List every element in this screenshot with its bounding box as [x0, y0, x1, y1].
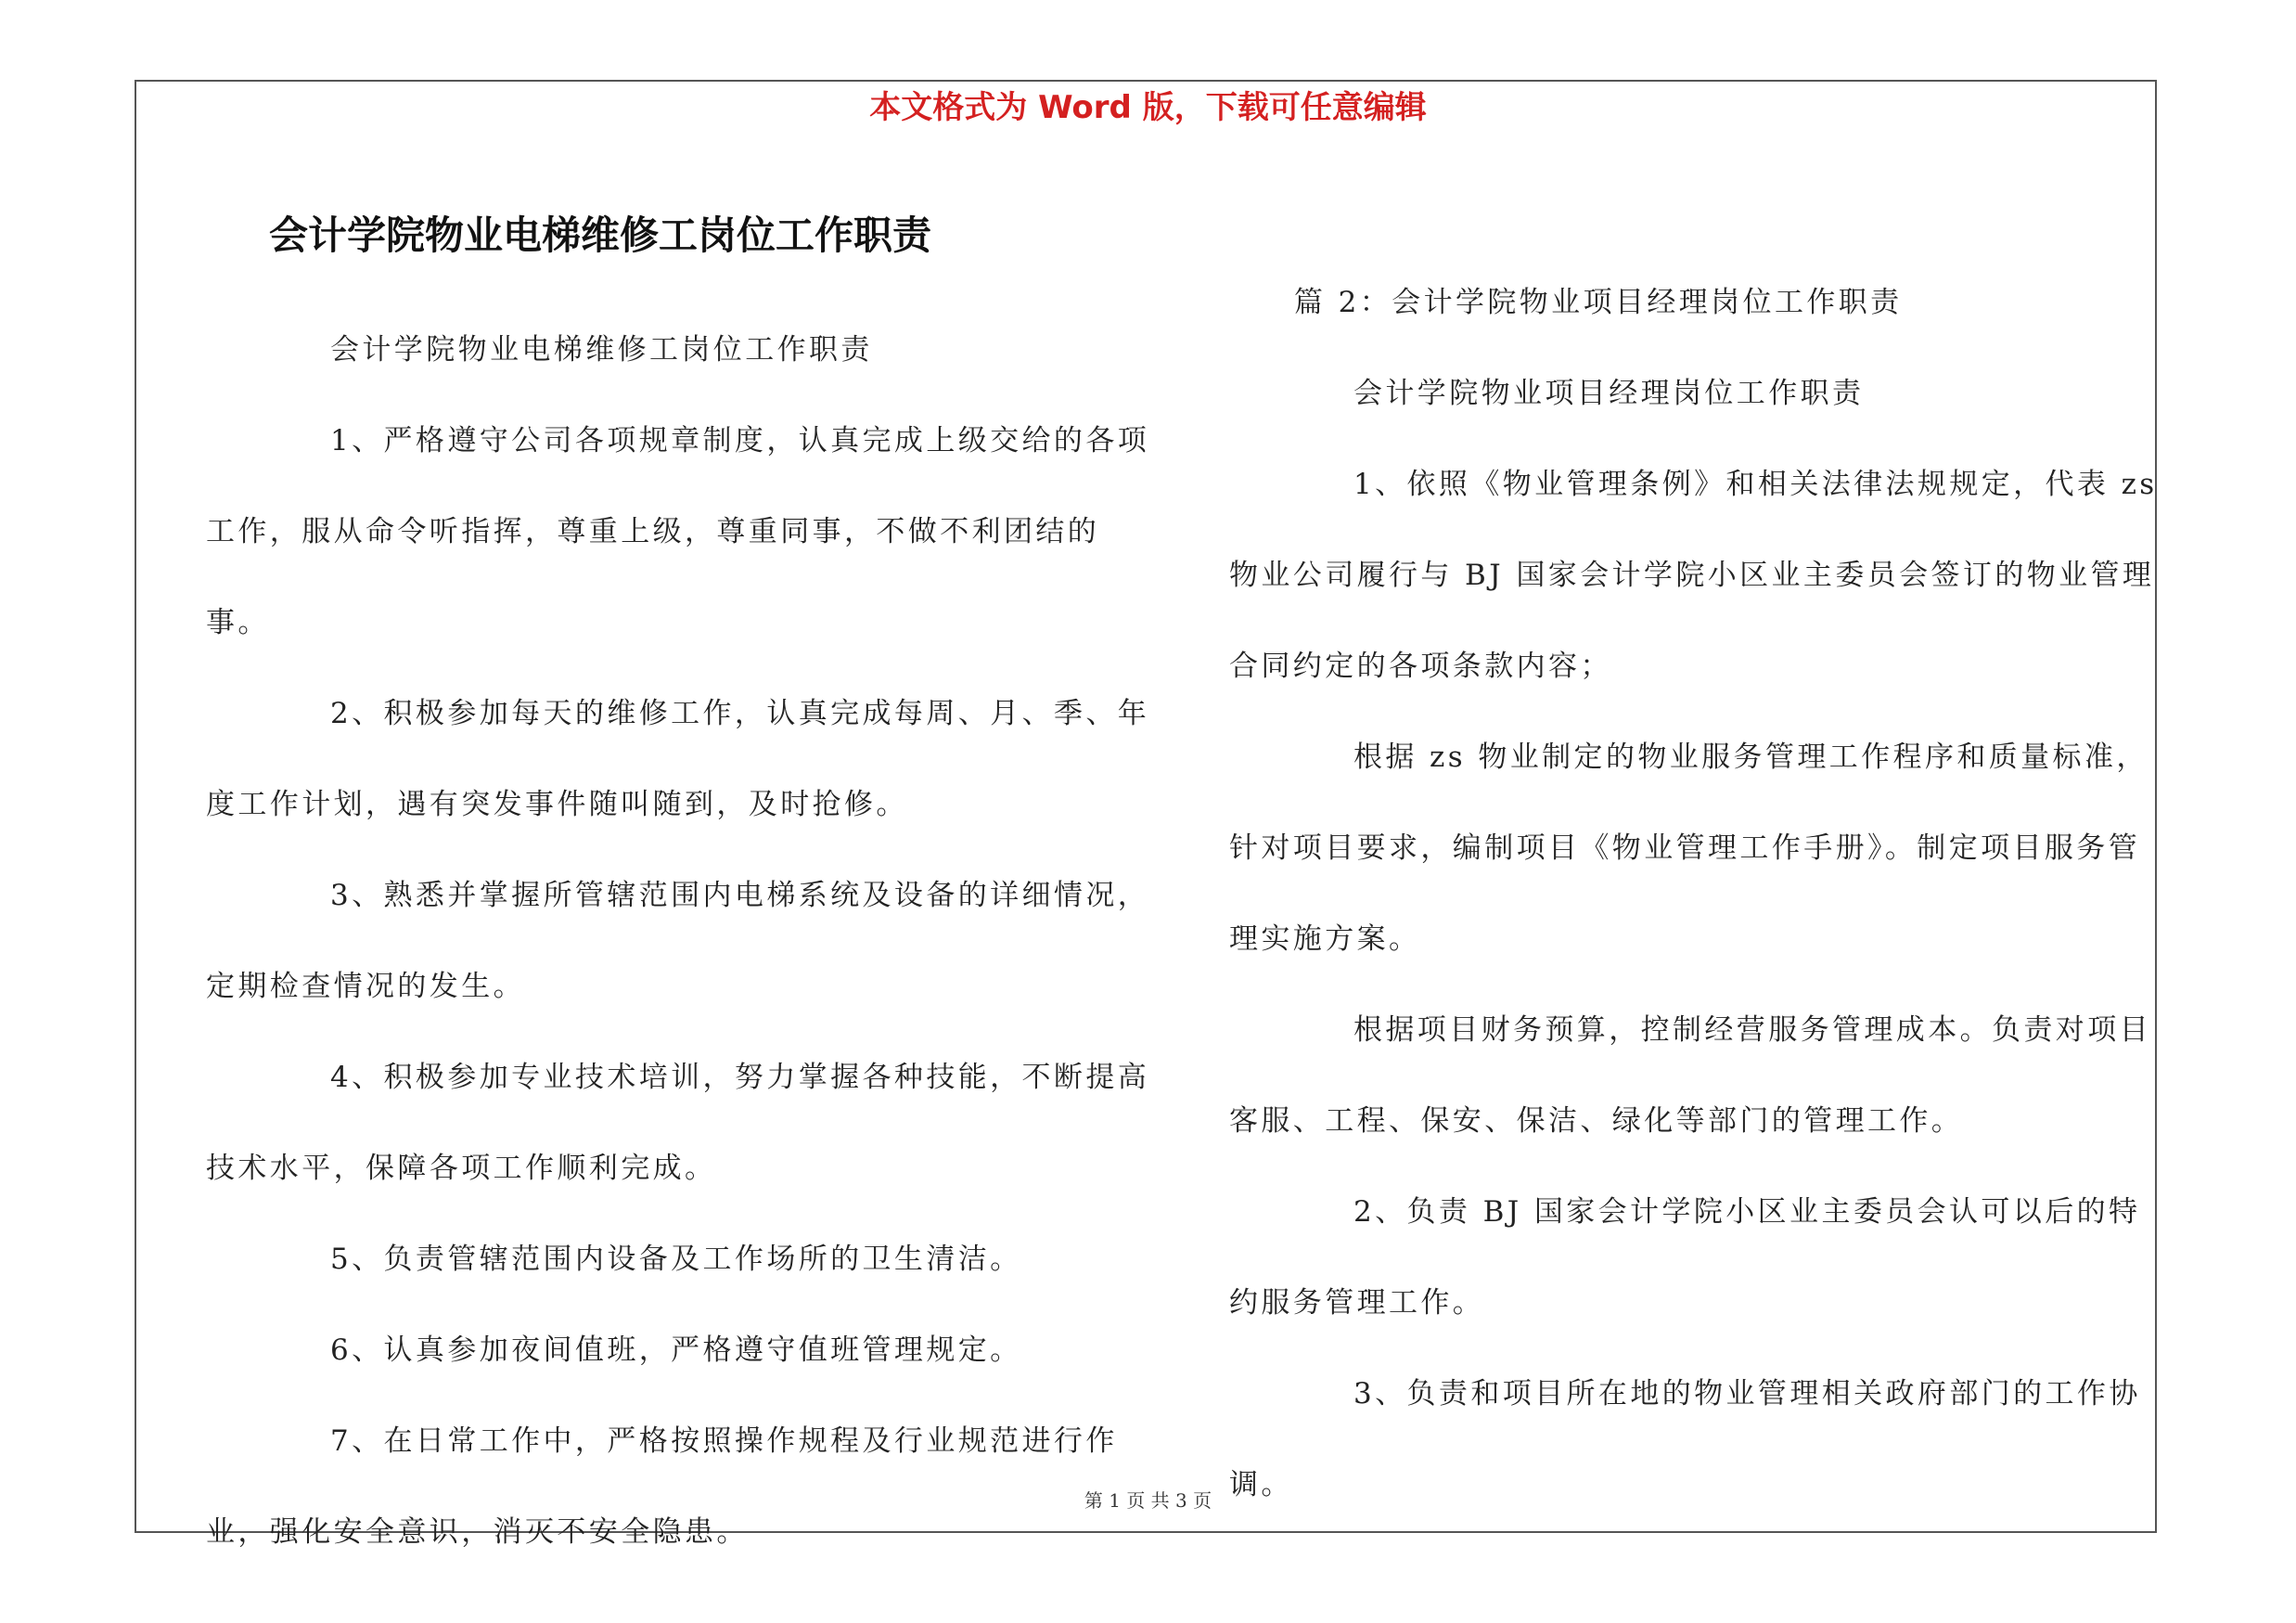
left-paragraph-7: 7、在日常工作中，严格按照操作规程及行业规范进行作业，强化安全意识，消灭不安全隐患。 — [206, 1424, 1118, 1549]
left-column — [206, 304, 1152, 1578]
right-column — [1229, 257, 2166, 1530]
right-paragraph-4: 2、负责 BJ 国家会计学院小区业主委员会认可以后的特约服务管理工作。 — [1229, 1195, 2141, 1320]
left-paragraph-2: 2、积极参加每天的维修工作，认真完成每周、月、季、年度工作计划，遇有突发事件随叫随到，及时抢修。 — [206, 697, 1150, 821]
left-paragraph-1: 1、严格遵守公司各项规章制度，认真完成上级交给的各项工作，服从命令听指挥，尊重上级，尊重同事，不做不利团结的事。 — [206, 424, 1150, 639]
right-paragraph-3: 根据项目财务预算，控制经营服务管理成本。负责对项目客服、工程、保安、保洁、绿化等部门的管理工作。 — [1229, 1013, 2151, 1138]
right-section-heading: 篇 2：会计学院物业项目经理岗位工作职责 — [1294, 286, 1903, 319]
format-notice-banner: 本文格式为 Word 版，下载可任意编辑 — [869, 89, 1427, 126]
right-paragraph-2: 根据 zs 物业制定的物业服务管理工作程序和质量标准，针对项目要求，编制项目《物业管理工作手册》。制定项目服务管理实施方案。 — [1229, 741, 2148, 956]
left-paragraph-6: 6、认真参加夜间值班，严格遵守值班管理规定。 — [330, 1333, 1022, 1367]
right-paragraph-1: 1、依照《物业管理条例》和相关法律法规规定，代表 zs 物业公司履行与 BJ 国家会计学院小区业主委员会签订的物业管理合同约定的各项条款内容； — [1229, 468, 2158, 683]
left-paragraph-3: 3、熟悉并掌握所管辖范围内电梯系统及设备的详细情况，定期检查情况的发生。 — [206, 879, 1150, 1003]
right-paragraph-subtitle: 会计学院物业项目经理岗位工作职责 — [1353, 377, 1865, 410]
document-title: 会计学院物业电梯维修工岗位工作职责 — [269, 213, 932, 258]
page-number-footer: 第 1 页 共 3 页 — [1084, 1489, 1212, 1512]
left-paragraph-subtitle: 会计学院物业电梯维修工岗位工作职责 — [330, 333, 873, 367]
right-paragraph-5: 3、负责和项目所在地的物业管理相关政府部门的工作协调。 — [1229, 1377, 2141, 1501]
left-paragraph-4: 4、积极参加专业技术培训，努力掌握各种技能，不断提高技术水平，保障各项工作顺利完成。 — [206, 1061, 1150, 1185]
left-paragraph-5: 5、负责管辖范围内设备及工作场所的卫生清洁。 — [330, 1243, 1022, 1276]
